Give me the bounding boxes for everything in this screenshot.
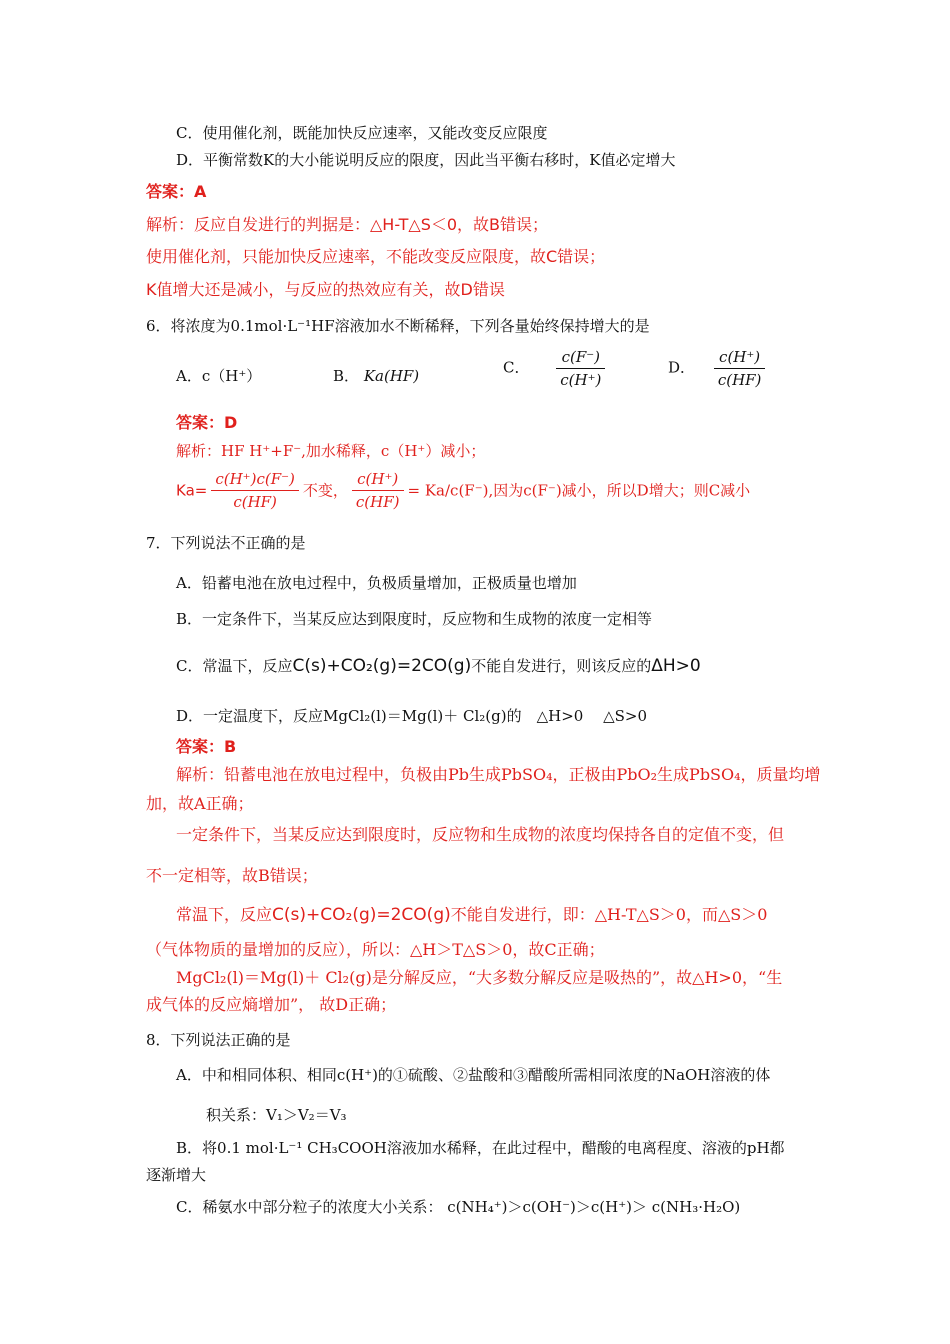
q6-option-b-expr: Ka(HF): [363, 367, 420, 385]
q8-stem: 8．下列说法正确的是: [146, 1031, 291, 1049]
q7-option-c-equation: C(s)+CO₂(g)=2CO(g): [292, 656, 472, 676]
q6-ratio-fraction: [352, 470, 404, 511]
q6-option-c: [503, 348, 609, 389]
q6-conclusion-text: = Ka/c(F⁻),因为c(F⁻)减小，所以D增大；则C减小: [407, 481, 751, 500]
q5-option-c: C．使用催化剂，既能加快反应速率，又能改变反应限度: [176, 124, 548, 142]
q8-option-c: C．稀氨水中部分粒子的浓度大小关系： c(NH₄⁺)＞c(OH⁻)＞c(H⁺)＞ c(NH₃·H₂O): [176, 1198, 741, 1216]
q6-stem: 6．将浓度为0.1mol·L⁻¹HF溶液加水不断稀释，下列各量始终保持增大的是: [146, 317, 650, 335]
q6-unchanged-text: 不变，: [302, 481, 348, 500]
q6-option-d-fraction: [714, 348, 766, 389]
q6-option-d-label: D．: [668, 358, 696, 377]
q6-option-d-denominator: c(HF): [717, 371, 762, 389]
q6-option-d: [668, 348, 769, 389]
q5-answer: 答案：A: [146, 182, 207, 201]
q6-option-d-numerator: c(H⁺): [714, 348, 766, 369]
q6-ratio-numerator: c(H⁺): [352, 470, 404, 491]
q7-answer: 答案：B: [176, 737, 237, 756]
q7-explanation-3b: （气体物质的量增加的反应），所以：△H＞T△S＞0，故C正确；: [146, 940, 605, 959]
q8-option-b-cont: 逐渐增大: [146, 1166, 207, 1184]
q8-option-b: B．将0.1 mol·L⁻¹ CH₃COOH溶液加水稀释，在此过程中，醋酸的电离程度、溶液的pH都: [176, 1139, 785, 1157]
q6-ratio-denominator: c(HF): [355, 493, 400, 511]
q8-option-a: A．中和相同体积、相同c(H⁺)的①硫酸、②盐酸和③醋酸所需相同浓度的NaOH溶液的体: [176, 1066, 771, 1084]
q7-option-c-middle: 不能自发进行，则该反应的: [471, 657, 652, 675]
q6-explanation-1: 解析：HF H⁺+F⁻,加水稀释，c（H⁺）减小；: [176, 442, 486, 460]
q6-option-c-label: C．: [503, 358, 530, 377]
q7-option-c-prefix: C．常温下，反应: [176, 657, 293, 675]
q5-explanation-1: 解析：反应自发进行的判据是：△H-T△S＜0，故B错误；: [146, 215, 549, 234]
q7-explanation-3-prefix: 常温下，反应: [176, 905, 273, 924]
q6-ka-numerator: c(H⁺)c(F⁻): [211, 470, 299, 491]
q7-option-a: A．铅蓄电池在放电过程中，负极质量增加，正极质量也增加: [176, 574, 577, 592]
q7-option-d: D．一定温度下，反应MgCl₂(l)＝Mg(l)＋ Cl₂(g)的 △H>0 △S>0: [176, 707, 648, 725]
q5-explanation-2: 使用催化剂，只能加快反应速率，不能改变反应限度，故C错误；: [146, 247, 606, 266]
q7-explanation-2: 一定条件下，当某反应达到限度时，反应物和生成物的浓度均保持各自的定值不变，但: [176, 825, 785, 844]
q6-explanation-2: [176, 470, 750, 511]
q8-option-a-cont: 积关系：V₁＞V₂＝V₃: [206, 1106, 347, 1124]
q7-stem: 7．下列说法不正确的是: [146, 534, 306, 552]
q7-explanation-3-suffix: 不能自发进行，即：△H-T△S＞0，而△S＞0: [450, 905, 768, 924]
q7-option-c: [176, 654, 701, 678]
q7-explanation-2b: 不一定相等，故B错误；: [146, 866, 318, 885]
q6-option-c-denominator: c(H⁺): [560, 371, 602, 389]
q6-answer: 答案：D: [176, 413, 238, 432]
q7-option-b: B．一定条件下，当某反应达到限度时，反应物和生成物的浓度一定相等: [176, 610, 653, 628]
q7-explanation-1: 解析：铅蓄电池在放电过程中，负极由Pb生成PbSO₄，正极由PbO₂生成PbSO₄，质量均增: [176, 765, 821, 784]
q6-ka-denominator: c(HF): [233, 493, 277, 511]
q6-option-c-numerator: c(F⁻): [556, 348, 605, 369]
q7-explanation-1b: 加，故A正确；: [146, 794, 254, 813]
q7-explanation-4: MgCl₂(l)＝Mg(l)＋ Cl₂(g)是分解反应，“大多数分解反应是吸热的”，故△H>0，“生: [176, 968, 783, 987]
q6-ka-label: Ka=: [176, 481, 208, 500]
q7-explanation-3: [176, 903, 767, 927]
q6-option-b: [333, 366, 419, 386]
q6-ka-fraction: [211, 470, 299, 511]
q6-option-a: A．c（H⁺）: [176, 367, 262, 385]
q6-option-c-fraction: [556, 348, 605, 389]
q5-option-d: D．平衡常数K的大小能说明反应的限度，因此当平衡右移时，K值必定增大: [176, 151, 676, 169]
q7-option-c-enthalpy: ΔH>0: [651, 656, 701, 676]
q5-explanation-3: K值增大还是减小，与反应的热效应有关，故D错误: [146, 280, 505, 299]
q7-explanation-4b: 成气体的反应熵增加”， 故D正确；: [146, 995, 397, 1014]
q6-option-b-label: B．: [333, 367, 360, 385]
q7-explanation-3-equation: C(s)+CO₂(g)=2CO(g): [272, 905, 451, 925]
